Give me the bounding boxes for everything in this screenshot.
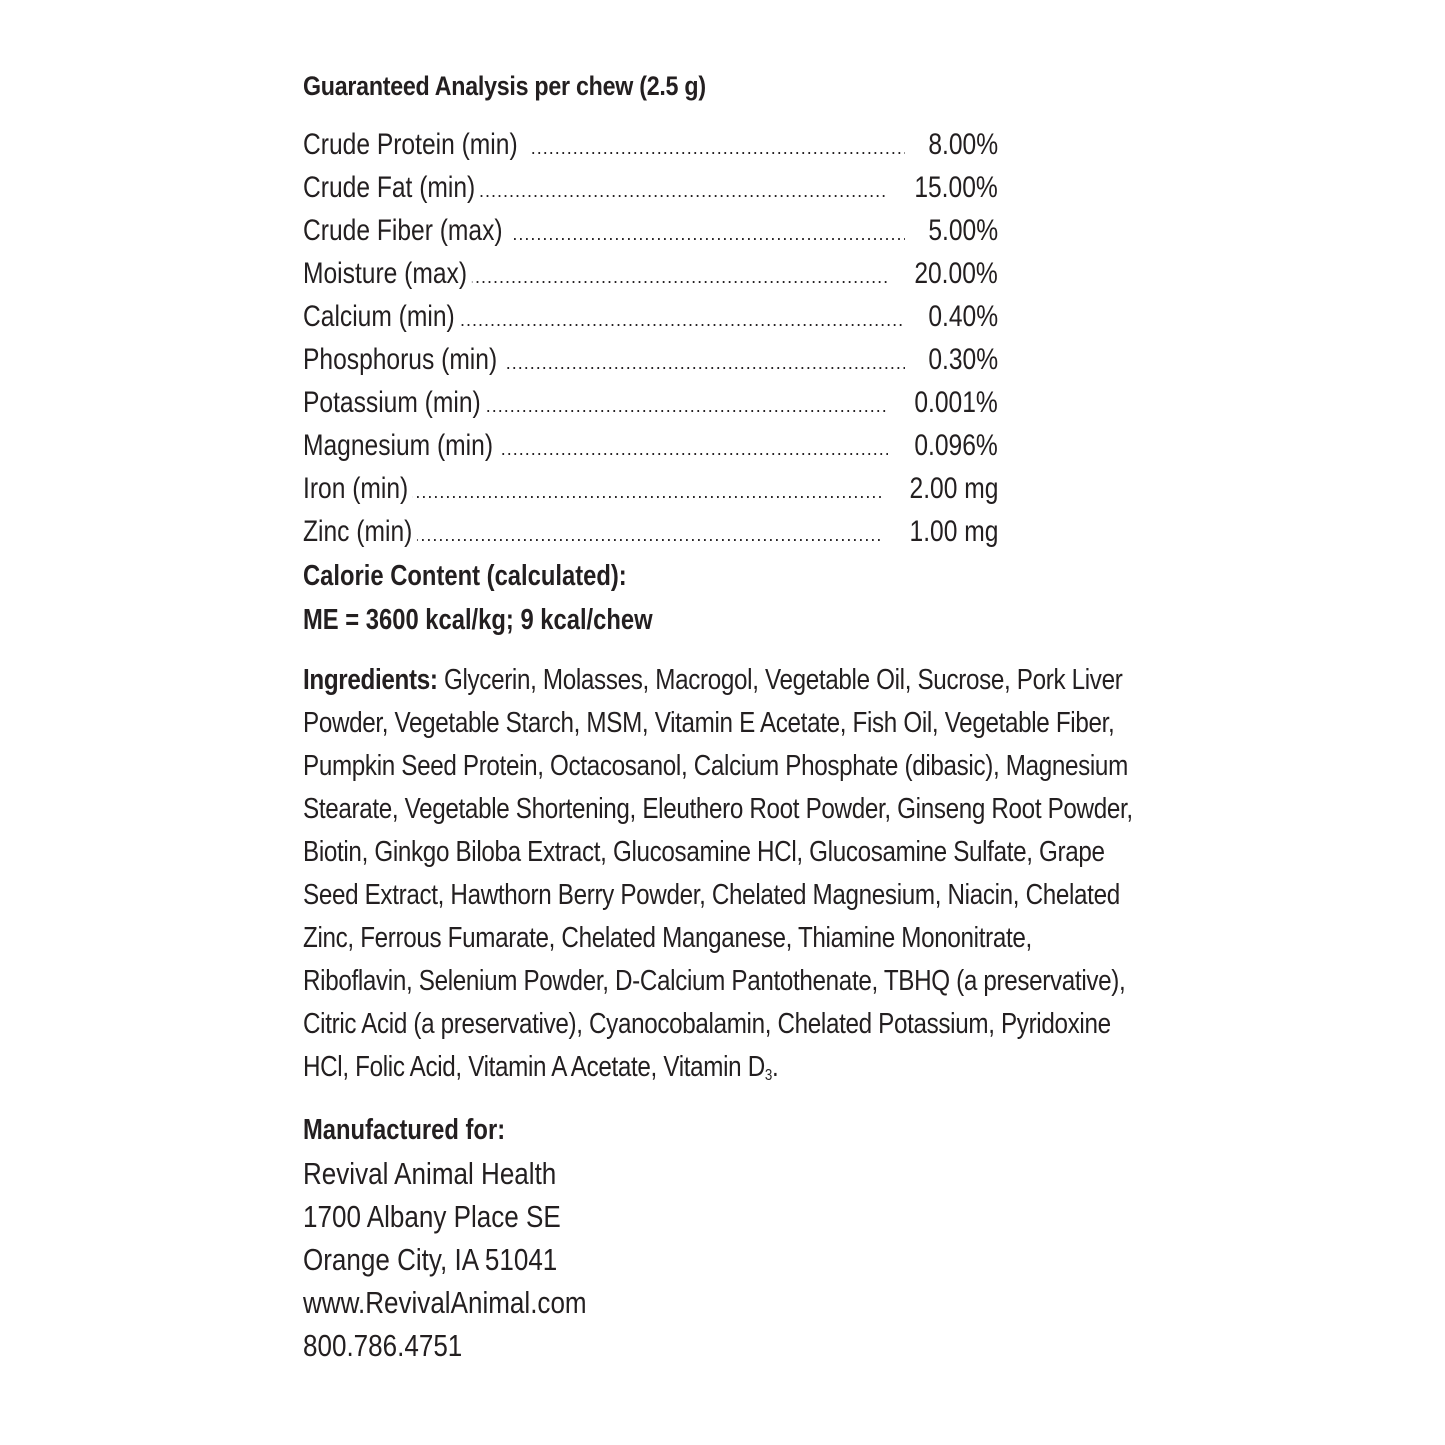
analysis-name: Crude Fat (min): [303, 166, 480, 209]
analysis-row-crude-protein: [303, 122, 998, 165]
analysis-name: Phosphorus (min): [303, 338, 502, 381]
dot-leader: [486, 380, 889, 423]
guaranteed-analysis-table: [303, 122, 998, 552]
product-label: [303, 66, 1303, 1367]
analysis-name: Crude Fiber (max): [303, 209, 508, 252]
dot-leader: [512, 208, 905, 251]
analysis-value: 2.00 mg: [903, 467, 998, 510]
analysis-value: 0.096%: [908, 424, 998, 467]
ingredients-paragraph: [303, 659, 1138, 1089]
manufacturer-block: [303, 1109, 1303, 1367]
analysis-name: Zinc (min): [303, 510, 417, 553]
analysis-row-phosphorus: [303, 337, 998, 380]
manufacturer-website: www.RevivalAnimal.com: [303, 1285, 587, 1320]
analysis-row-crude-fat: [303, 165, 998, 208]
guaranteed-analysis-title: Guaranteed Analysis per chew (2.5 g): [303, 71, 706, 101]
analysis-value: 8.00%: [922, 123, 998, 166]
ingredients-subscript: 3: [764, 1067, 772, 1084]
calorie-content-title: Calorie Content (calculated):: [303, 560, 627, 592]
dot-leader: [501, 423, 889, 466]
analysis-name: Magnesium (min): [303, 424, 498, 467]
analysis-name: Iron (min): [303, 467, 413, 510]
dot-leader: [454, 294, 905, 337]
analysis-row-magnesium: [303, 423, 998, 466]
analysis-row-calcium: [303, 294, 998, 337]
ingredients-label: Ingredients:: [303, 664, 438, 696]
dot-leader: [402, 509, 881, 552]
ingredients-text: Glycerin, Molasses, Macrogol, Vegetable Oil, Sucrose, Pork Liver Powder, Vegetable Starch, MSM, Vitamin E Acetate, Fish Oil, Vegetable Fiber, Pumpkin Seed Protein, Octacosanol, Calcium Phosphate (dibasic), Magnesium Stearate, Vegetable Shortening, Eleuthero Root Powder, Ginseng Root Powder, Biotin, Ginkgo Biloba Extract, Glucosamine HCl, Glucosamine Sulfate, Grape Seed Extract, Hawthorn Berry Powder, Chelated Magnesium, Niacin, Chelated Zinc, Ferrous Fumarate, Chelated Manganese, Thiamine Mononitrate, Riboflavin, Selenium Powder, D-Calcium Pantothenate, TBHQ (a preservative), Citric Acid (a preservative), Cyanocobalamin, Chelated Potassium, Pyridoxine HCl, Folic Acid, Vitamin A Acetate, Vitamin D: [303, 664, 1133, 1083]
dot-leader: [531, 122, 905, 165]
manufacturer-title: Manufactured for:: [303, 1114, 506, 1146]
analysis-value: 20.00%: [908, 252, 998, 295]
analysis-name: Potassium (min): [303, 381, 486, 424]
analysis-value: 0.40%: [922, 295, 998, 338]
dot-leader: [506, 337, 905, 380]
analysis-name: Crude Protein (min): [303, 123, 523, 166]
calorie-content-value: ME = 3600 kcal/kg; 9 kcal/chew: [303, 604, 653, 636]
analysis-value: 1.00 mg: [903, 510, 998, 553]
analysis-row-iron: [303, 466, 998, 509]
manufacturer-name: Revival Animal Health: [303, 1156, 557, 1191]
analysis-value: 15.00%: [908, 166, 998, 209]
analysis-row-crude-fiber: [303, 208, 998, 251]
analysis-value: 5.00%: [922, 209, 998, 252]
manufacturer-address-line1: 1700 Albany Place SE: [303, 1199, 561, 1234]
dot-leader: [479, 165, 888, 208]
analysis-value: 0.001%: [908, 381, 998, 424]
analysis-value: 0.30%: [922, 338, 998, 381]
analysis-row-moisture: [303, 251, 998, 294]
analysis-name: Calcium (min): [303, 295, 460, 338]
dot-leader: [397, 466, 881, 509]
analysis-row-zinc: [303, 509, 998, 552]
analysis-row-potassium: [303, 380, 998, 423]
ingredients-end: .: [771, 1051, 779, 1083]
analysis-name: Moisture (max): [303, 252, 472, 295]
manufacturer-address-line2: Orange City, IA 51041: [303, 1242, 558, 1277]
manufacturer-phone: 800.786.4751: [303, 1328, 463, 1363]
dot-leader: [469, 251, 888, 294]
